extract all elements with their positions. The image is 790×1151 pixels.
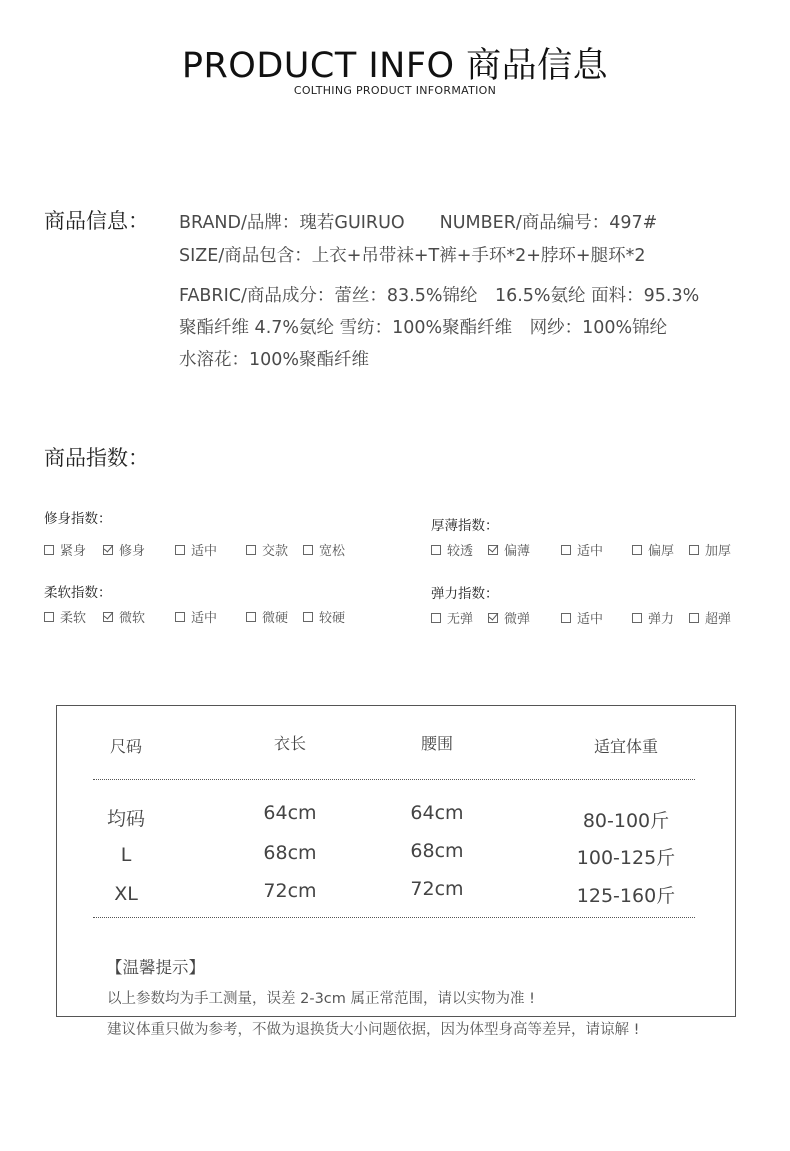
page-title: PRODUCT INFO 商品信息: [181, 46, 609, 86]
divider: [93, 917, 695, 918]
table-cell: 64cm: [410, 802, 464, 824]
checkbox[interactable]: [303, 545, 313, 555]
softness-option[interactable]: 适中: [175, 607, 217, 626]
tips-title: 【温馨提示】: [106, 958, 205, 977]
index-label: 商品指数：: [44, 446, 149, 470]
info-line-brand: BRAND/品牌：瑰若GUIRUO NUMBER/商品编号：497#: [179, 213, 658, 233]
fit-option[interactable]: 交款: [246, 540, 288, 559]
table-cell: XL: [114, 883, 138, 905]
elasticity-option[interactable]: 适中: [561, 608, 603, 627]
softness-option[interactable]: 较硬: [303, 607, 345, 626]
checkbox[interactable]: [246, 612, 256, 622]
thickness-option[interactable]: 偏厚: [632, 540, 674, 559]
thickness-option[interactable]: 较透: [431, 540, 473, 559]
elasticity-option[interactable]: 微弹: [488, 608, 530, 627]
fit-option[interactable]: 宽松: [303, 540, 345, 559]
table-cell: 68cm: [410, 840, 464, 862]
table-header: 适宜体重: [593, 737, 658, 756]
table-cell: 均码: [106, 808, 145, 830]
checkbox[interactable]: [689, 613, 699, 623]
checkbox[interactable]: [303, 612, 313, 622]
checkbox-checked[interactable]: [103, 545, 113, 555]
elasticity-option[interactable]: 无弹: [431, 608, 473, 627]
checkbox[interactable]: [44, 545, 54, 555]
elasticity-index-title: 弹力指数：: [431, 586, 499, 602]
fit-option[interactable]: 适中: [175, 540, 217, 559]
checkbox[interactable]: [246, 545, 256, 555]
checkbox[interactable]: [689, 545, 699, 555]
fit-option[interactable]: 修身: [103, 540, 145, 559]
table-cell: 64cm: [263, 802, 317, 824]
thickness-option[interactable]: 偏薄: [488, 540, 530, 559]
checkbox-checked[interactable]: [103, 612, 113, 622]
softness-option[interactable]: 柔软: [44, 607, 86, 626]
table-cell: L: [120, 844, 132, 866]
tip-line: 以上参数均为手工测量，误差 2-3cm 属正常范围，请以实物为准 !: [107, 991, 535, 1007]
table-header: 尺码: [109, 737, 142, 756]
checkbox[interactable]: [431, 545, 441, 555]
thickness-option[interactable]: 加厚: [689, 540, 731, 559]
info-line-size: SIZE/商品包含：上衣+吊带袜+T裤+手环*2+脖环+腿环*2: [179, 246, 646, 266]
elasticity-option[interactable]: 超弹: [689, 608, 731, 627]
table-cell: 72cm: [410, 878, 464, 900]
checkbox-checked[interactable]: [488, 545, 498, 555]
page-subtitle: COLTHING PRODUCT INFORMATION: [293, 84, 497, 97]
checkbox-checked[interactable]: [488, 613, 498, 623]
thickness-option[interactable]: 适中: [561, 540, 603, 559]
thickness-index-title: 厚薄指数：: [431, 518, 499, 534]
tip-line: 建议体重只做为参考，不做为退换货大小问题依据，因为体型身高等差异，请谅解 !: [107, 1022, 640, 1038]
table-cell: 72cm: [263, 880, 317, 902]
checkbox[interactable]: [431, 613, 441, 623]
elasticity-option[interactable]: 弹力: [632, 608, 674, 627]
info-line-fabric-cont2: 水溶花：100%聚酯纤维: [179, 350, 370, 370]
checkbox[interactable]: [175, 545, 185, 555]
checkbox[interactable]: [561, 613, 571, 623]
checkbox[interactable]: [44, 612, 54, 622]
table-header: 腰围: [420, 734, 453, 753]
softness-option[interactable]: 微硬: [246, 607, 288, 626]
checkbox[interactable]: [632, 545, 642, 555]
softness-index-title: 柔软指数：: [44, 585, 112, 601]
table-cell: 100-125斤: [576, 847, 676, 869]
softness-option[interactable]: 微软: [103, 607, 145, 626]
checkbox[interactable]: [561, 545, 571, 555]
checkbox[interactable]: [175, 612, 185, 622]
fit-option[interactable]: 紧身: [44, 540, 86, 559]
table-cell: 68cm: [263, 842, 317, 864]
info-line-fabric-cont: 聚酯纤维 4.7%氨纶 雪纺：100%聚酯纤维 网纱：100%锦纶: [179, 318, 668, 338]
product-info-label: 商品信息：: [44, 209, 149, 233]
info-line-fabric: FABRIC/商品成分：蕾丝：83.5%锦纶 16.5%氨纶 面料：95.3%: [179, 286, 700, 306]
table-cell: 125-160斤: [576, 885, 676, 907]
checkbox[interactable]: [632, 613, 642, 623]
divider: [93, 779, 695, 780]
table-header: 衣长: [273, 734, 306, 753]
table-cell: 80-100斤: [582, 810, 670, 832]
fit-index-title: 修身指数：: [44, 511, 112, 527]
